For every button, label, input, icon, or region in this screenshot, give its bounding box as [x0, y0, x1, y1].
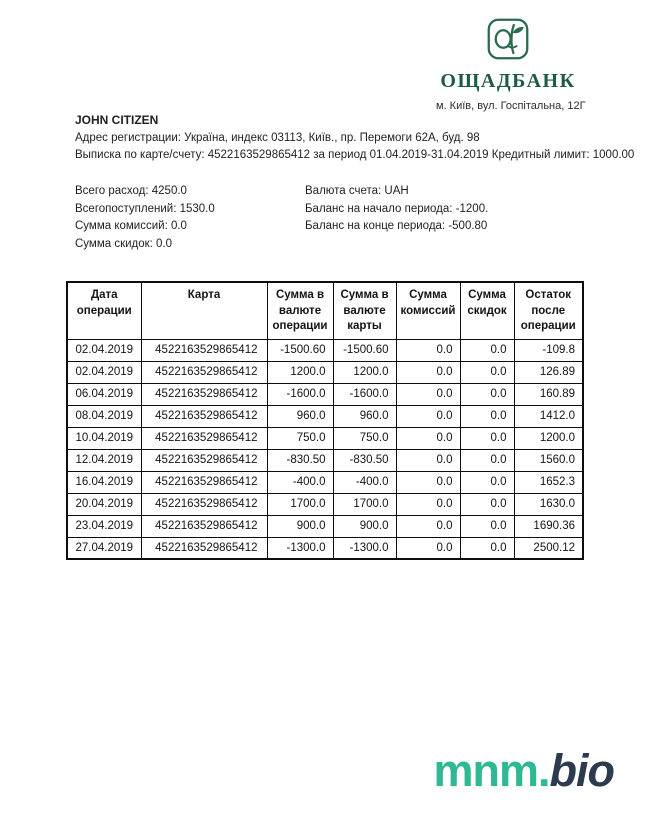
column-header: Остаток после операции	[514, 282, 583, 339]
discount-cell: 0.0	[460, 449, 514, 471]
oschadbank-logo-icon	[487, 18, 529, 60]
date-cell: 02.04.2019	[67, 339, 141, 361]
date-cell: 02.04.2019	[67, 361, 141, 383]
amount-operation-cell: -1300.0	[267, 537, 333, 559]
card-cell: 4522163529865412	[141, 405, 267, 427]
card-cell: 4522163529865412	[141, 449, 267, 471]
transaction-row	[67, 339, 583, 361]
summary-line: Баланс на начало периода: -1200.	[305, 202, 489, 215]
transaction-row	[67, 361, 583, 383]
discount-cell: 0.0	[460, 515, 514, 537]
date-cell: 06.04.2019	[67, 383, 141, 405]
transaction-row	[67, 537, 583, 559]
transactions-table	[66, 281, 584, 560]
column-header: Сумма в валюте карты	[333, 282, 396, 339]
summary-line: Валюта счета: UAH	[305, 185, 409, 197]
card-cell: 4522163529865412	[141, 361, 267, 383]
date-cell: 20.04.2019	[67, 493, 141, 515]
balance-cell: 1652.3	[514, 471, 583, 493]
card-cell: 4522163529865412	[141, 339, 267, 361]
discount-cell: 0.0	[460, 493, 514, 515]
fee-cell: 0.0	[396, 361, 460, 383]
balance-cell: 2500.12	[514, 537, 583, 559]
fee-cell: 0.0	[396, 493, 460, 515]
card-cell: 4522163529865412	[141, 383, 267, 405]
amount-card-cell: 1700.0	[333, 493, 396, 515]
summary-line: Сумма комиссий: 0.0	[75, 220, 187, 233]
card-cell: 4522163529865412	[141, 427, 267, 449]
transaction-row	[67, 405, 583, 427]
column-header: Карта	[141, 282, 267, 339]
transaction-row	[67, 449, 583, 471]
bank-address: м. Київ, вул. Госпітальна, 12Г	[436, 100, 586, 112]
amount-operation-cell: -1500.60	[267, 339, 333, 361]
summary-left	[75, 183, 305, 253]
balance-cell: 1412.0	[514, 405, 583, 427]
amount-card-cell: 750.0	[333, 427, 396, 449]
discount-cell: 0.0	[460, 339, 514, 361]
customer-block	[75, 112, 634, 165]
fee-cell: 0.0	[396, 537, 460, 559]
fee-cell: 0.0	[396, 383, 460, 405]
fee-cell: 0.0	[396, 449, 460, 471]
column-header: Сумма скидок	[460, 282, 514, 339]
summary-block	[75, 183, 488, 253]
bank-name: ОЩАДБАНК	[440, 70, 576, 92]
fee-cell: 0.0	[396, 339, 460, 361]
date-cell: 16.04.2019	[67, 471, 141, 493]
summary-line: Баланс на конце периода: -500.80	[305, 220, 488, 233]
fee-cell: 0.0	[396, 427, 460, 449]
discount-cell: 0.0	[460, 405, 514, 427]
amount-operation-cell: -830.50	[267, 449, 333, 471]
amount-card-cell: -1300.0	[333, 537, 396, 559]
statement-period-line: Выписка по карте/счету: 4522163529865412 за период 01.04.2019-31.04.2019 Кредитный лимит: 1000.00	[75, 149, 635, 161]
card-cell: 4522163529865412	[141, 493, 267, 515]
amount-operation-cell: -400.0	[267, 471, 333, 493]
amount-card-cell: -1600.0	[333, 383, 396, 405]
balance-cell: 1690.36	[514, 515, 583, 537]
bank-brand-block	[436, 18, 586, 112]
transaction-row	[67, 471, 583, 493]
date-cell: 27.04.2019	[67, 537, 141, 559]
transaction-row	[67, 493, 583, 515]
discount-cell: 0.0	[460, 383, 514, 405]
amount-card-cell: 900.0	[333, 515, 396, 537]
card-cell: 4522163529865412	[141, 537, 267, 559]
transaction-row	[67, 515, 583, 537]
amount-card-cell: -830.50	[333, 449, 396, 471]
discount-cell: 0.0	[460, 537, 514, 559]
column-header: Дата операции	[67, 282, 141, 339]
fee-cell: 0.0	[396, 515, 460, 537]
discount-cell: 0.0	[460, 471, 514, 493]
discount-cell: 0.0	[460, 361, 514, 383]
amount-card-cell: -400.0	[333, 471, 396, 493]
customer-registration-address: Адрес регистрации: Україна, индекс 03113, Київ., пр. Перемоги 62А, буд. 98	[75, 131, 480, 144]
balance-cell: 160.89	[514, 383, 583, 405]
customer-name: JOHN CITIZEN	[75, 113, 159, 127]
discount-cell: 0.0	[460, 427, 514, 449]
transaction-row	[67, 383, 583, 405]
card-cell: 4522163529865412	[141, 515, 267, 537]
summary-line: Всегопоступлений: 1530.0	[75, 202, 215, 215]
amount-operation-cell: 750.0	[267, 427, 333, 449]
watermark-bio: bio	[549, 745, 614, 796]
amount-card-cell: 1200.0	[333, 361, 396, 383]
date-cell: 10.04.2019	[67, 427, 141, 449]
amount-card-cell: -1500.60	[333, 339, 396, 361]
amount-operation-cell: 960.0	[267, 405, 333, 427]
balance-cell: 126.89	[514, 361, 583, 383]
date-cell: 08.04.2019	[67, 405, 141, 427]
summary-right	[305, 183, 488, 253]
watermark	[434, 747, 615, 795]
date-cell: 23.04.2019	[67, 515, 141, 537]
date-cell: 12.04.2019	[67, 449, 141, 471]
amount-operation-cell: -1600.0	[267, 383, 333, 405]
balance-cell: -109.8	[514, 339, 583, 361]
transaction-row	[67, 427, 583, 449]
column-header: Сумма в валюте операции	[267, 282, 333, 339]
amount-card-cell: 960.0	[333, 405, 396, 427]
fee-cell: 0.0	[396, 405, 460, 427]
amount-operation-cell: 1200.0	[267, 361, 333, 383]
column-header: Сумма комиссий	[396, 282, 460, 339]
card-cell: 4522163529865412	[141, 471, 267, 493]
balance-cell: 1630.0	[514, 493, 583, 515]
fee-cell: 0.0	[396, 471, 460, 493]
balance-cell: 1200.0	[514, 427, 583, 449]
summary-line: Сумма скидок: 0.0	[75, 237, 173, 250]
amount-operation-cell: 1700.0	[267, 493, 333, 515]
table-header-row	[67, 282, 583, 339]
watermark-mnm: mnm.	[433, 745, 550, 796]
balance-cell: 1560.0	[514, 449, 583, 471]
summary-line: Всего расход: 4250.0	[75, 185, 187, 197]
amount-operation-cell: 900.0	[267, 515, 333, 537]
